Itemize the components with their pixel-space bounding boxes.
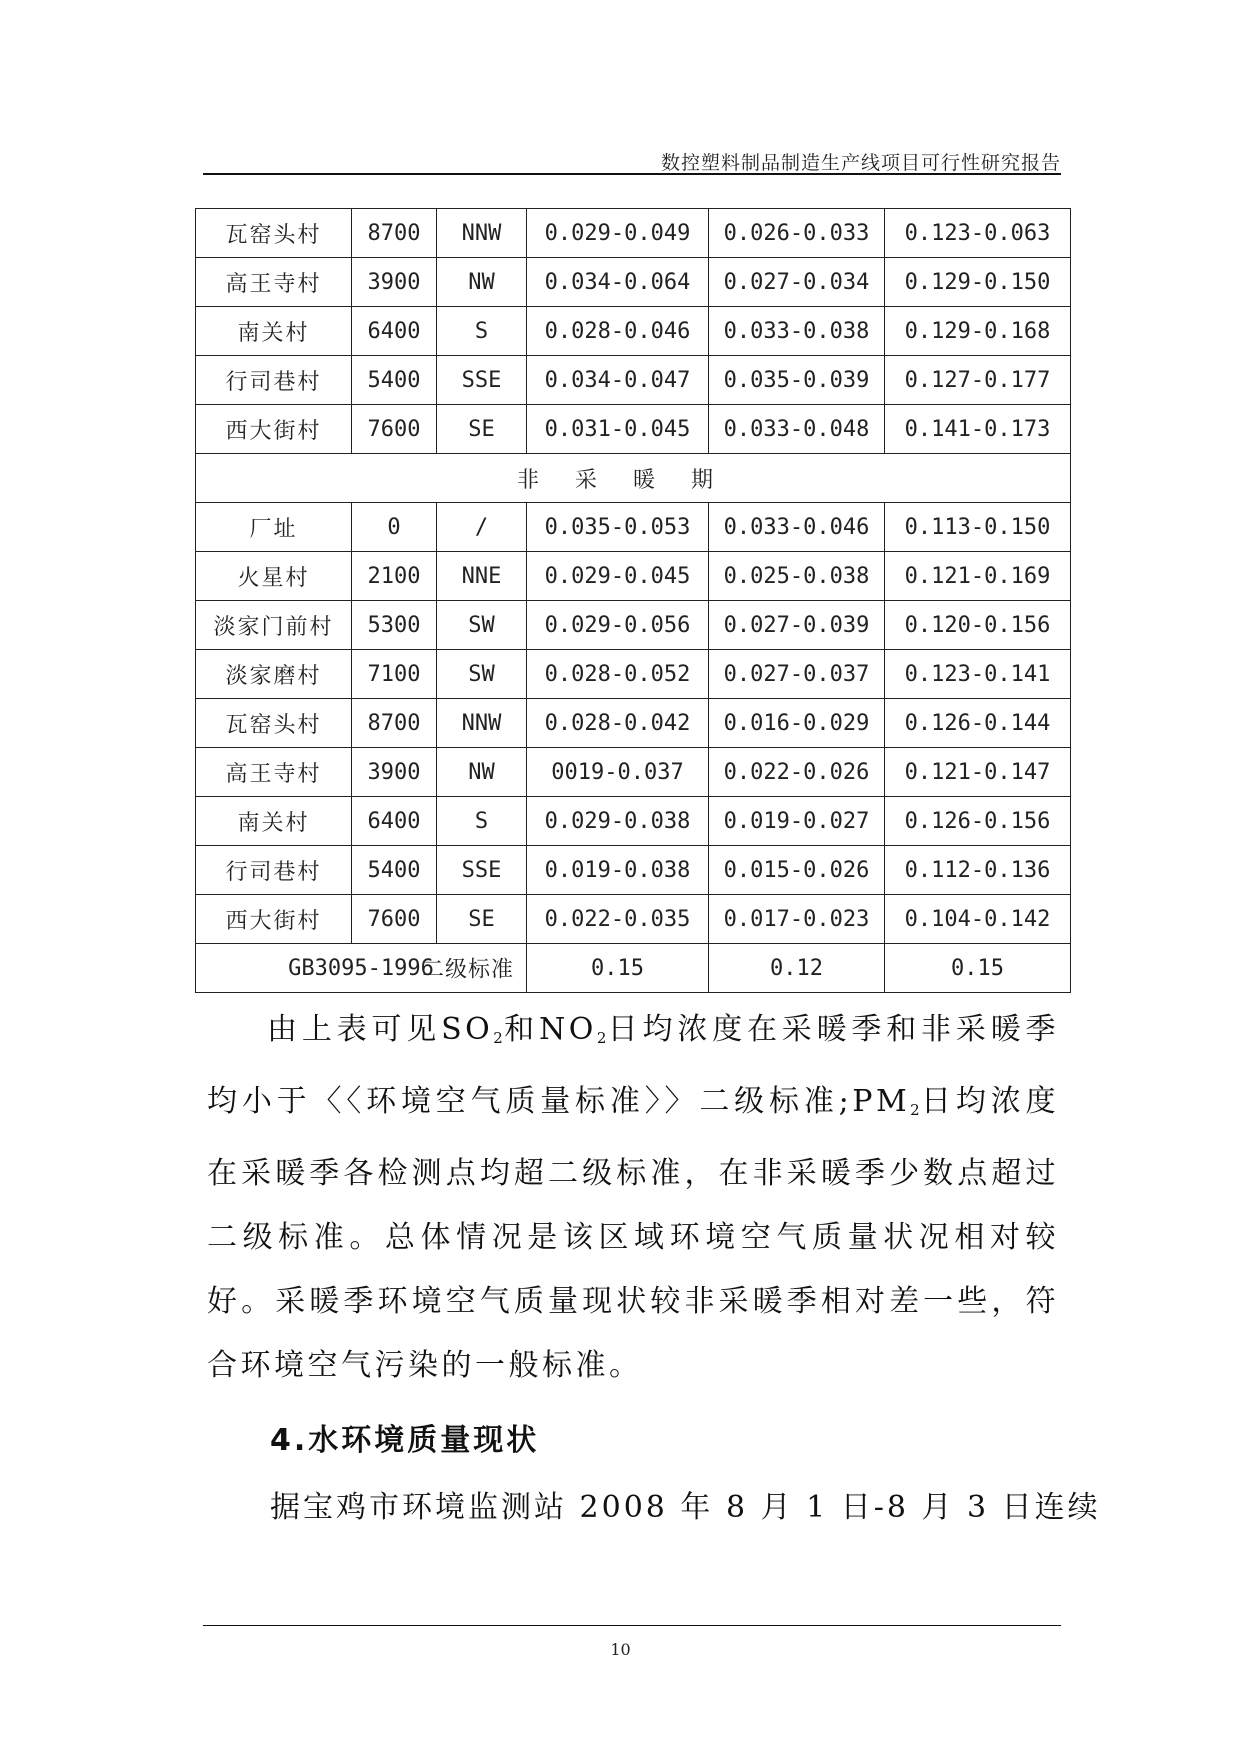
site-name-cell: 南关村 bbox=[196, 307, 352, 356]
direction-cell: / bbox=[437, 503, 527, 552]
distance-cell: 8700 bbox=[352, 699, 437, 748]
site-name-cell: 高王寺村 bbox=[196, 258, 352, 307]
so2-value-cell: 0.029-0.056 bbox=[527, 601, 709, 650]
table-row bbox=[196, 405, 1071, 454]
so2-value-cell: 0.028-0.042 bbox=[527, 699, 709, 748]
direction-cell: SSE bbox=[437, 846, 527, 895]
standard-level: 二级标准 bbox=[421, 957, 514, 983]
heating-period-rows bbox=[196, 209, 1071, 454]
no2-value-cell: 0.017-0.023 bbox=[709, 895, 885, 944]
pm-value-cell: 0.126-0.144 bbox=[885, 699, 1071, 748]
no2-value-cell: 0.026-0.033 bbox=[709, 209, 885, 258]
no2-value-cell: 0.015-0.026 bbox=[709, 846, 885, 895]
pm-value-cell: 0.113-0.150 bbox=[885, 503, 1071, 552]
so2-value-cell: 0.035-0.053 bbox=[527, 503, 709, 552]
direction-cell: S bbox=[437, 797, 527, 846]
table-row bbox=[196, 356, 1071, 405]
pm-value-cell: 0.121-0.169 bbox=[885, 552, 1071, 601]
no2-value-cell: 0.033-0.048 bbox=[709, 405, 885, 454]
table-row bbox=[196, 650, 1071, 699]
distance-cell: 2100 bbox=[352, 552, 437, 601]
pm-label: PM bbox=[852, 1084, 911, 1119]
para1-text-2: 日均浓度在采暖季和非采暖季均小于〈〈环境空气质量标准〉〉二级标准; bbox=[207, 1012, 1060, 1119]
pm-value-cell: 0.141-0.173 bbox=[885, 405, 1071, 454]
direction-cell: SSE bbox=[437, 356, 527, 405]
distance-cell: 7100 bbox=[352, 650, 437, 699]
site-name-cell: 淡家门前村 bbox=[196, 601, 352, 650]
distance-cell: 3900 bbox=[352, 748, 437, 797]
so2-value-cell: 0.029-0.045 bbox=[527, 552, 709, 601]
direction-cell: S bbox=[437, 307, 527, 356]
analysis-paragraph bbox=[207, 998, 1059, 1398]
page-number: 10 bbox=[610, 1640, 631, 1659]
section-row-non-heating bbox=[196, 454, 1071, 503]
so2-value-cell: 0.028-0.046 bbox=[527, 307, 709, 356]
document-header-title: 数控塑料制品制造生产线项目可行性研究报告 bbox=[660, 152, 1061, 174]
table-row bbox=[196, 748, 1071, 797]
section-label-non-heating: 非采暖期 bbox=[196, 454, 1071, 503]
site-name-cell: 行司巷村 bbox=[196, 356, 352, 405]
pm-value-cell: 0.129-0.150 bbox=[885, 258, 1071, 307]
distance-cell: 6400 bbox=[352, 307, 437, 356]
no2-value-cell: 0.035-0.039 bbox=[709, 356, 885, 405]
site-name-cell: 瓦窑头村 bbox=[196, 209, 352, 258]
table-row bbox=[196, 503, 1071, 552]
site-name-cell: 瓦窑头村 bbox=[196, 699, 352, 748]
so2-value-cell: 0.031-0.045 bbox=[527, 405, 709, 454]
pm-value-cell: 0.123-0.063 bbox=[885, 209, 1071, 258]
site-name-cell: 火星村 bbox=[196, 552, 352, 601]
table-row bbox=[196, 895, 1071, 944]
site-name-cell: 高王寺村 bbox=[196, 748, 352, 797]
table-row bbox=[196, 699, 1071, 748]
header-divider bbox=[203, 173, 1061, 175]
distance-cell: 5300 bbox=[352, 601, 437, 650]
pm-value-cell: 0.127-0.177 bbox=[885, 356, 1071, 405]
pm-value-cell: 0.104-0.142 bbox=[885, 895, 1071, 944]
table-row bbox=[196, 601, 1071, 650]
para1-and: 和 bbox=[502, 1012, 539, 1047]
so2-value-cell: 0.022-0.035 bbox=[527, 895, 709, 944]
standard-no2: 0.12 bbox=[709, 944, 885, 993]
no2-value-cell: 0.033-0.046 bbox=[709, 503, 885, 552]
pm-value-cell: 0.123-0.141 bbox=[885, 650, 1071, 699]
direction-cell: SE bbox=[437, 405, 527, 454]
so2-value-cell: 0.029-0.049 bbox=[527, 209, 709, 258]
site-name-cell: 西大街村 bbox=[196, 405, 352, 454]
distance-cell: 7600 bbox=[352, 405, 437, 454]
non-heating-period-rows bbox=[196, 503, 1071, 944]
distance-cell: 0 bbox=[352, 503, 437, 552]
standard-label-cell bbox=[196, 944, 527, 993]
direction-cell: NNW bbox=[437, 209, 527, 258]
so2-value-cell: 0.034-0.047 bbox=[527, 356, 709, 405]
distance-cell: 8700 bbox=[352, 209, 437, 258]
site-name-cell: 淡家磨村 bbox=[196, 650, 352, 699]
site-name-cell: 行司巷村 bbox=[196, 846, 352, 895]
site-name-cell: 厂址 bbox=[196, 503, 352, 552]
no2-value-cell: 0.033-0.038 bbox=[709, 307, 885, 356]
para1-text-1: 由上表可见 bbox=[267, 1012, 442, 1047]
water-paragraph-start: 据宝鸡市环境监测站 2008 年 8 月 1 日-8 月 3 日连续 bbox=[270, 1490, 1101, 1525]
no2-value-cell: 0.027-0.034 bbox=[709, 258, 885, 307]
no2-value-cell: 0.027-0.039 bbox=[709, 601, 885, 650]
so2-value-cell: 0.028-0.052 bbox=[527, 650, 709, 699]
para1-text-3: 日均浓度在采暖季各检测点均超二级标准，在非采暖季少数点超过二级标准。总体情况是该区域环境空气质量状况相对较好。采暖季环境空气质量现状较非采暖季相对差一些，符合环境空气污染的一般标准。 bbox=[207, 1084, 1060, 1383]
standard-code: GB3095-1996 bbox=[288, 955, 434, 981]
pm-subscript: 2 bbox=[910, 1101, 920, 1119]
table-row bbox=[196, 307, 1071, 356]
so2-value-cell: 0.034-0.064 bbox=[527, 258, 709, 307]
table-row bbox=[196, 552, 1071, 601]
no2-value-cell: 0.019-0.027 bbox=[709, 797, 885, 846]
pm-value-cell: 0.129-0.168 bbox=[885, 307, 1071, 356]
air-quality-table bbox=[195, 208, 1071, 993]
so2-value-cell: 0.029-0.038 bbox=[527, 797, 709, 846]
pm-value-cell: 0.112-0.136 bbox=[885, 846, 1071, 895]
standard-pm: 0.15 bbox=[885, 944, 1071, 993]
footer-divider bbox=[203, 1625, 1061, 1626]
direction-cell: SE bbox=[437, 895, 527, 944]
direction-cell: NW bbox=[437, 258, 527, 307]
standard-row bbox=[196, 944, 1071, 993]
direction-cell: SW bbox=[437, 601, 527, 650]
so2-value-cell: 0019-0.037 bbox=[527, 748, 709, 797]
pm-value-cell: 0.120-0.156 bbox=[885, 601, 1071, 650]
no2-value-cell: 0.025-0.038 bbox=[709, 552, 885, 601]
site-name-cell: 西大街村 bbox=[196, 895, 352, 944]
no2-value-cell: 0.016-0.029 bbox=[709, 699, 885, 748]
standard-so2: 0.15 bbox=[527, 944, 709, 993]
so2-subscript: 2 bbox=[493, 1029, 503, 1047]
no2-label: NO bbox=[538, 1012, 597, 1047]
distance-cell: 5400 bbox=[352, 356, 437, 405]
direction-cell: SW bbox=[437, 650, 527, 699]
table-row bbox=[196, 209, 1071, 258]
distance-cell: 5400 bbox=[352, 846, 437, 895]
site-name-cell: 南关村 bbox=[196, 797, 352, 846]
pm-value-cell: 0.126-0.156 bbox=[885, 797, 1071, 846]
direction-cell: NNE bbox=[437, 552, 527, 601]
no2-value-cell: 0.022-0.026 bbox=[709, 748, 885, 797]
no2-value-cell: 0.027-0.037 bbox=[709, 650, 885, 699]
table-row bbox=[196, 797, 1071, 846]
table-row bbox=[196, 846, 1071, 895]
no2-subscript: 2 bbox=[596, 1029, 607, 1047]
direction-cell: NNW bbox=[437, 699, 527, 748]
distance-cell: 3900 bbox=[352, 258, 437, 307]
distance-cell: 7600 bbox=[352, 895, 437, 944]
pm-value-cell: 0.121-0.147 bbox=[885, 748, 1071, 797]
section-heading: 4.水环境质量现状 bbox=[270, 1423, 540, 1458]
so2-label: SO bbox=[441, 1012, 494, 1047]
distance-cell: 6400 bbox=[352, 797, 437, 846]
table-row bbox=[196, 258, 1071, 307]
so2-value-cell: 0.019-0.038 bbox=[527, 846, 709, 895]
direction-cell: NW bbox=[437, 748, 527, 797]
